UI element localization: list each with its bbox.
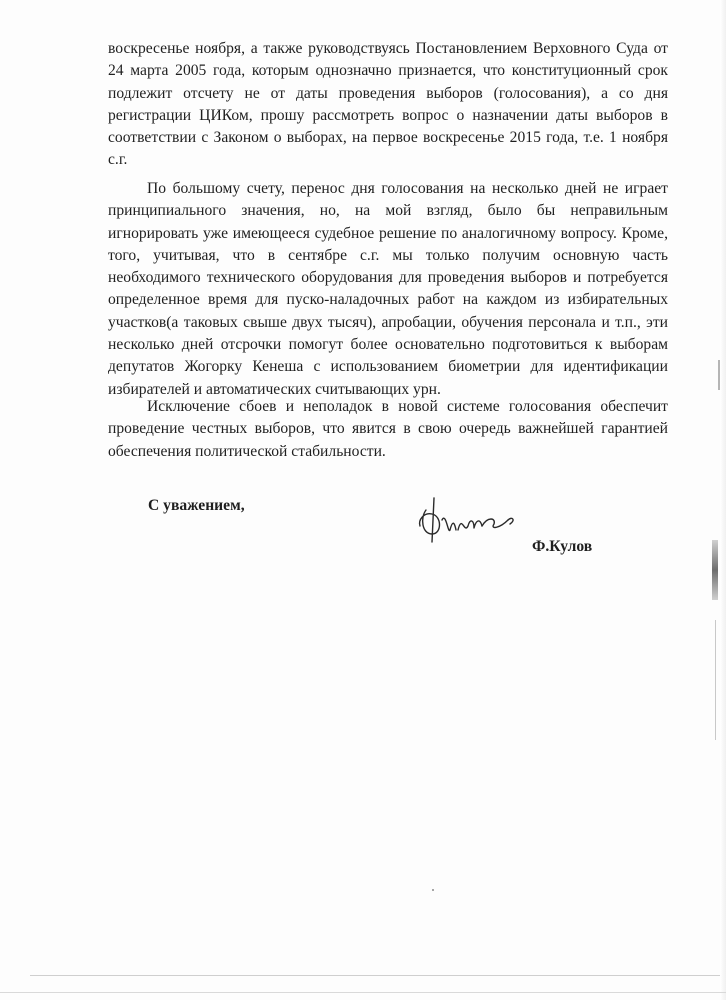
paragraph-2-line: необходимого технического оборудования для проведения выборов и потребуется — [108, 269, 668, 287]
paragraph-2-line: избирателей и автоматических считывающих урн. — [108, 380, 441, 398]
paragraph-2-line: принципиального значения, но, на мой взгляд, было бы неправильным — [108, 202, 668, 220]
paragraph-3-line: Исключение сбоев и неполадок в новой системе голосования обеспечит — [147, 398, 668, 415]
paragraph-1-line: соответствии с Законом о выборах, на первое воскресенье 2015 года, т.е. 1 ноября — [108, 129, 668, 147]
scan-dot — [432, 889, 434, 891]
scan-artifact — [715, 620, 716, 740]
paragraph-1 — [108, 38, 668, 172]
paragraph-2-line: определенное время для пуско-наладочных работ на каждом из избирательных — [108, 291, 668, 309]
signer-name: Ф.Кулов — [532, 538, 593, 555]
scan-artifact — [718, 360, 720, 390]
paragraph-3-line: обеспечения политической стабильности. — [108, 442, 386, 460]
paragraph-2-line: несколько дней отсрочки помогут более основательно подготовиться к выборам — [108, 336, 668, 354]
paragraph-2-line: По большому счету, перенос дня голосования на несколько дней не играет — [147, 180, 668, 197]
bottom-rule — [30, 975, 720, 976]
scan-artifact — [712, 540, 718, 600]
paragraph-2-line: того, учитывая, что в сентябре с.г. мы только получим основную часть — [108, 246, 668, 264]
bottom-rule — [0, 992, 726, 993]
handwritten-signature — [412, 490, 522, 550]
paragraph-3 — [108, 396, 668, 463]
paragraph-1-line: подлежит отсчету не от даты проведения выборов (голосования), а со дня — [108, 84, 668, 102]
paragraph-3-line: проведение честных выборов, что явится в свою очередь важнейшей гарантией — [108, 420, 668, 438]
paragraph-2-line: участков(а таковых свыше двух тысяч), апробации, обучения персонала и т.п., эти — [108, 313, 668, 331]
scan-edge — [720, 0, 726, 1000]
paragraph-2-line: депутатов Жогорку Кенеша с использованием биометрии для идентификации — [108, 358, 668, 376]
closing-salutation: С уважением, — [148, 497, 245, 514]
paragraph-1-line: регистрации ЦИКом, прошу рассмотреть вопрос о назначении даты выборов в — [108, 106, 668, 124]
paragraph-2-line: игнорировать уже имеющееся судебное решение по аналогичному вопросу. Кроме, — [108, 224, 668, 242]
paragraph-1-line: воскресенье ноября, а также руководствуясь Постановлением Верховного Суда от — [108, 40, 668, 57]
paragraph-1-line: с.г. — [108, 151, 128, 169]
paragraph-1-line: 24 марта 2005 года, которым однозначно признается, что конституционный срок — [108, 62, 668, 80]
paragraph-2 — [108, 178, 668, 401]
